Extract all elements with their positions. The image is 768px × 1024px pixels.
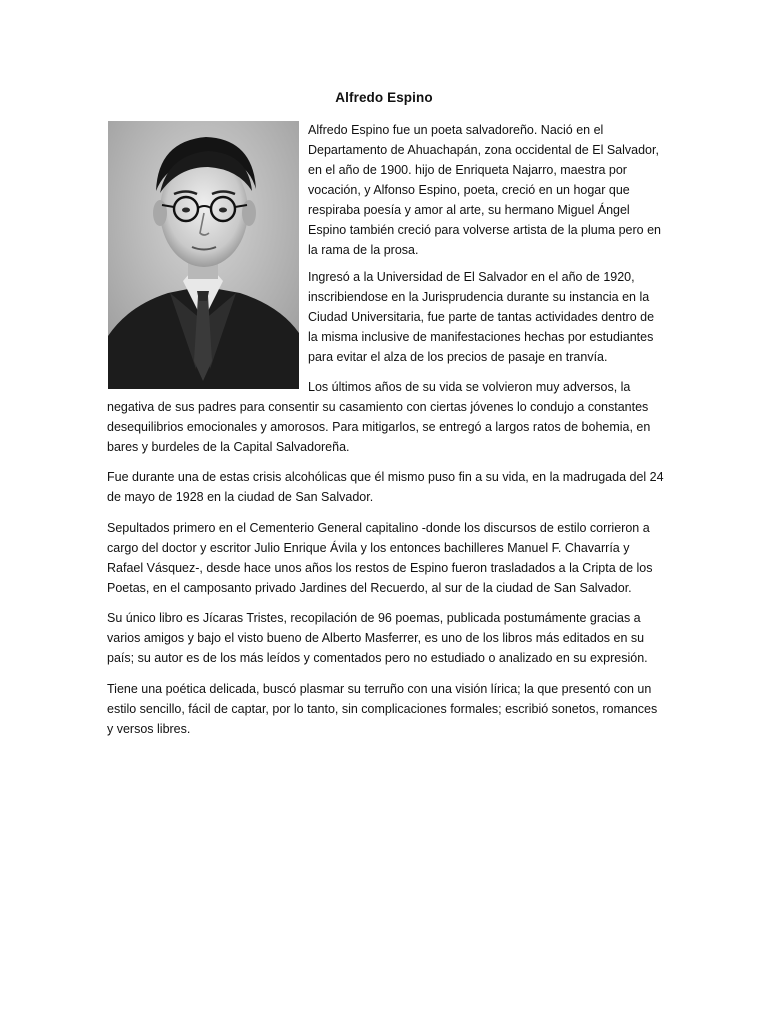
paragraph-2: Ingresó a la Universidad de El Salvador en el año de 1920, inscribiendose en la Jurisprudencia durante su instancia en la Ciudad Universitaria, fue parte de tantas actividades dentro de la misma inclusive de manifestaciones hechas por estudiantes para evitar el alza de los precios de pasaje en tranvía.: [308, 270, 655, 364]
portrait-photo: [108, 121, 299, 389]
paragraph-1: Alfredo Espino fue un poeta salvadoreño. Nació en el Departamento de Ahuachapán, zona occidental de El Salvador, en el año de 1900. hijo de Enriqueta Najarro, maestra por vocación, y Alfonso Espino, poeta, creció en un hogar que respiraba poesía y amor al arte, su hermano Miguel Ángel Espino también creció para volverse artista de la pluma pero en la rama de la prosa.: [308, 123, 661, 257]
paragraph-5: Sepultados primero en el Cementerio General capitalino -donde los discursos de estilo corrieron a cargo del doctor y escritor Julio Enrique Ávila y los entonces bachilleres Manuel F. Chavarría y Rafael Vásquez-, desde hace unos años los restos de Espino fueron trasladados a la Cripta de los Poetas, en el camposanto privado Jardines del Recuerdo, al sur de la ciudad de San Salvador.: [107, 521, 653, 595]
portrait-illustration: [108, 121, 299, 389]
paragraph-7: Tiene una poética delicada, buscó plasmar su terruño con una visión lírica; la que presentó con un estilo sencillo, fácil de captar, por lo tanto, sin complicaciones formales; escribió sonetos, romances y versos libres.: [107, 682, 658, 736]
page-title: Alfredo Espino: [335, 90, 433, 105]
paragraph-4: Fue durante una de estas crisis alcohólicas que él mismo puso fin a su vida, en la madrugada del 24 de mayo de 1928 en la ciudad de San Salvador.: [107, 470, 664, 504]
paragraph-6: Su único libro es Jícaras Tristes, recopilación de 96 poemas, publicada postumámente gracias a varios amigos y bajo el visto bueno de Alberto Masferrer, es uno de los libros más editados en su país; su autor es de los más leídos y comentados pero no estudiado o analizado en su expresión.: [107, 611, 648, 665]
paragraph-3: Los últimos años de su vida se volvieron muy adversos, la negativa de sus padres para consentir su casamiento con ciertas jóvenes lo condujo a constantes desequilibrios emocionales y amorosos. Para mitigarlos, se entregó a largos ratos de bohemia, en bares y burdeles de la Capital Salvadoreña.: [107, 380, 651, 454]
